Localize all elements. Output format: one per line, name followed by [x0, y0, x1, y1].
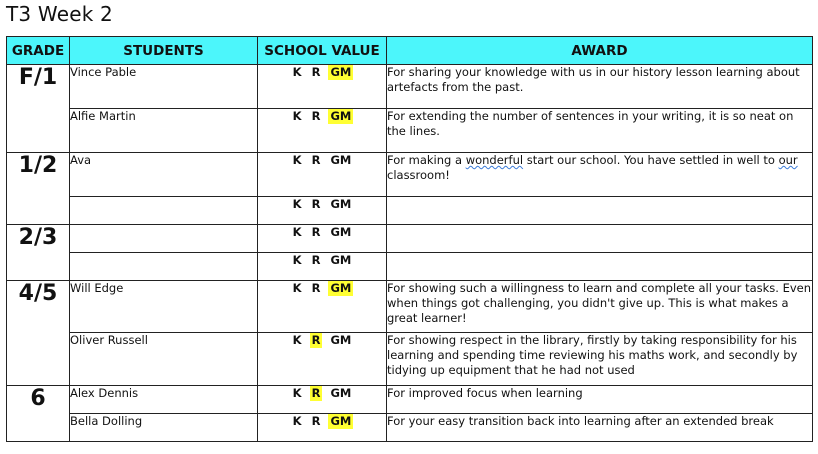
- school-value-cell: [258, 253, 387, 281]
- student-name: [70, 253, 258, 281]
- student-name: Bella Dolling: [70, 414, 258, 442]
- award-text: For showing respect in the library, firstly by taking responsibility for his learning and spending time reviewing his maths work, and secondly by tidying up equipment that he had not used: [387, 333, 813, 386]
- value-marker-r: R: [311, 65, 321, 79]
- grade-cell: 4/5: [7, 281, 70, 386]
- student-name: Will Edge: [70, 281, 258, 333]
- value-marker-k: K: [292, 153, 302, 167]
- value-marker-r: R: [311, 109, 321, 123]
- value-marker-r: R: [311, 153, 321, 167]
- school-value-cell: [258, 153, 387, 197]
- table-row: [7, 333, 813, 386]
- table-row: [7, 386, 813, 414]
- value-marker-k: K: [292, 109, 302, 123]
- student-name: Ava: [70, 153, 258, 197]
- awards-table: [6, 36, 813, 442]
- value-marker-gm: GM: [330, 281, 352, 295]
- school-value-cell: [258, 197, 387, 225]
- school-value-markers: [258, 333, 386, 348]
- award-text: For sharing your knowledge with us in our history lesson learning about artefacts from the past.: [387, 65, 813, 109]
- value-marker-k: K: [292, 281, 302, 295]
- school-value-markers: [258, 197, 386, 212]
- award-text: For improved focus when learning: [387, 386, 813, 414]
- school-value-markers: [258, 225, 386, 240]
- value-marker-gm: GM: [330, 414, 352, 428]
- school-value-cell: [258, 386, 387, 414]
- value-marker-r: R: [311, 333, 321, 347]
- student-name: Alex Dennis: [70, 386, 258, 414]
- value-marker-gm: GM: [330, 197, 352, 211]
- document-title: T3 Week 2: [6, 2, 113, 26]
- table-row: [7, 414, 813, 442]
- school-value-markers: [258, 386, 386, 401]
- grade-header: GRADE: [7, 37, 70, 65]
- award-text: For extending the number of sentences in your writing, it is so neat on the lines.: [387, 109, 813, 153]
- value-marker-gm: GM: [330, 65, 352, 79]
- award-text: [387, 197, 813, 225]
- school-value-markers: [258, 414, 386, 429]
- school-value-header: SCHOOL VALUE: [258, 37, 387, 65]
- award-text: [387, 225, 813, 253]
- header-row: [7, 37, 813, 65]
- award-text: [387, 153, 813, 197]
- value-marker-gm: GM: [330, 153, 352, 167]
- spellcheck-underlined-word[interactable]: wonderful: [465, 153, 524, 167]
- school-value-markers: [258, 253, 386, 268]
- value-marker-k: K: [292, 386, 302, 400]
- value-marker-r: R: [311, 386, 321, 400]
- student-name: [70, 225, 258, 253]
- grade-cell: 2/3: [7, 225, 70, 281]
- value-marker-r: R: [311, 225, 321, 239]
- award-text-part: classroom!: [387, 168, 450, 182]
- school-value-markers: [258, 109, 386, 124]
- table-body: [7, 65, 813, 442]
- value-marker-gm: GM: [330, 225, 352, 239]
- value-marker-r: R: [311, 414, 321, 428]
- award-text-part: For making a: [387, 153, 466, 167]
- value-marker-k: K: [292, 225, 302, 239]
- value-marker-k: K: [292, 197, 302, 211]
- value-marker-r: R: [311, 197, 321, 211]
- value-marker-r: R: [311, 281, 321, 295]
- award-text-part: start our school. You have settled in well to: [523, 153, 779, 167]
- table-row: [7, 253, 813, 281]
- award-header: AWARD: [387, 37, 813, 65]
- grade-cell: 6: [7, 386, 70, 442]
- school-value-markers: [258, 281, 386, 296]
- student-name: Vince Pable: [70, 65, 258, 109]
- value-marker-gm: GM: [330, 253, 352, 267]
- students-header: STUDENTS: [70, 37, 258, 65]
- table-row: [7, 65, 813, 109]
- value-marker-gm: GM: [330, 386, 352, 400]
- table-row: [7, 153, 813, 197]
- grade-cell: F/1: [7, 65, 70, 153]
- table-row: [7, 225, 813, 253]
- grade-cell: 1/2: [7, 153, 70, 225]
- student-name: [70, 197, 258, 225]
- school-value-markers: [258, 153, 386, 168]
- student-name: Alfie Martin: [70, 109, 258, 153]
- school-value-cell: [258, 281, 387, 333]
- school-value-cell: [258, 109, 387, 153]
- award-text: For your easy transition back into learning after an extended break: [387, 414, 813, 442]
- award-text: For showing such a willingness to learn and complete all your tasks. Even when things got challenging, you didn't give up. This is what makes a great learner!: [387, 281, 813, 333]
- value-marker-gm: GM: [330, 333, 352, 347]
- value-marker-r: R: [311, 253, 321, 267]
- value-marker-k: K: [292, 65, 302, 79]
- value-marker-gm: GM: [330, 109, 352, 123]
- school-value-markers: [258, 65, 386, 80]
- student-name: Oliver Russell: [70, 333, 258, 386]
- table-row: [7, 281, 813, 333]
- spellcheck-underlined-word[interactable]: our: [778, 153, 798, 167]
- value-marker-k: K: [292, 253, 302, 267]
- value-marker-k: K: [292, 414, 302, 428]
- school-value-cell: [258, 414, 387, 442]
- table-row: [7, 109, 813, 153]
- school-value-cell: [258, 65, 387, 109]
- award-text: [387, 253, 813, 281]
- school-value-cell: [258, 333, 387, 386]
- value-marker-k: K: [292, 333, 302, 347]
- school-value-cell: [258, 225, 387, 253]
- table-row: [7, 197, 813, 225]
